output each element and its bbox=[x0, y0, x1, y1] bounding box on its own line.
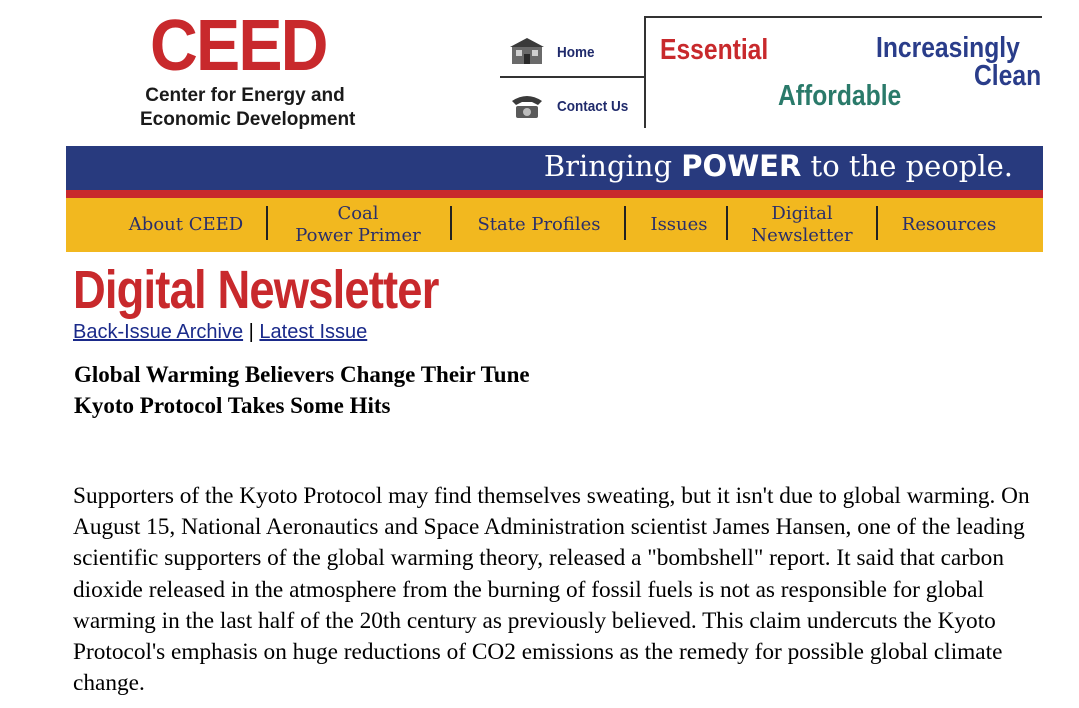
banner-post: to the people. bbox=[801, 149, 1013, 183]
link-separator: | bbox=[248, 321, 254, 343]
tagline-essential: Essential bbox=[660, 34, 769, 66]
home-label[interactable]: Home bbox=[557, 44, 595, 61]
logo-subtitle-line2: Economic Development bbox=[140, 109, 356, 130]
banner-power: POWER bbox=[681, 149, 802, 183]
contact-link[interactable] bbox=[500, 86, 645, 126]
red-stripe bbox=[66, 190, 1043, 198]
logo-subtitle-line1: Center for Energy and bbox=[145, 85, 345, 106]
nav-resources[interactable] bbox=[886, 198, 1012, 252]
nav-newsletter-label-line1[interactable]: Digital bbox=[771, 203, 833, 224]
nav-state-profiles[interactable] bbox=[460, 198, 618, 252]
latest-issue-link[interactable]: Latest Issue bbox=[259, 321, 368, 343]
nav-divider bbox=[726, 206, 728, 240]
nav-resources-label[interactable]: Resources bbox=[901, 214, 997, 235]
tagline-affordable: Affordable bbox=[778, 80, 902, 112]
page-title: Digital Newsletter bbox=[73, 260, 439, 320]
nav-coal-power-primer[interactable] bbox=[276, 198, 440, 252]
nav-about-ceed-label[interactable]: About CEED bbox=[128, 214, 244, 235]
nav-divider bbox=[624, 206, 626, 240]
tagline-box bbox=[644, 16, 1042, 128]
issue-links bbox=[73, 321, 367, 344]
nav-about-ceed[interactable] bbox=[112, 198, 260, 252]
nav-coal-label-line2[interactable]: Power Primer bbox=[295, 225, 421, 246]
article-subheadline: Kyoto Protocol Takes Some Hits bbox=[74, 393, 391, 418]
banner-text bbox=[544, 149, 1013, 183]
home-link[interactable] bbox=[500, 32, 645, 78]
power-banner bbox=[66, 146, 1043, 190]
tagline-increasingly: Increasingly bbox=[876, 32, 1020, 64]
tagline-clean: Clean bbox=[974, 60, 1042, 92]
house-icon bbox=[508, 36, 546, 66]
nav-divider bbox=[266, 206, 268, 240]
nav-issues[interactable] bbox=[634, 198, 724, 252]
banner-pre: Bringing bbox=[543, 149, 682, 183]
nav-coal-label-line1[interactable]: Coal bbox=[337, 203, 379, 224]
nav-divider bbox=[876, 206, 878, 240]
nav-issues-label[interactable]: Issues bbox=[650, 214, 708, 235]
nav-newsletter-label-line2[interactable]: Newsletter bbox=[751, 225, 853, 246]
telephone-icon bbox=[508, 91, 546, 121]
back-issue-archive-link[interactable]: Back-Issue Archive bbox=[73, 321, 244, 343]
ceed-logo[interactable]: CEED bbox=[150, 6, 327, 86]
article-body: Supporters of the Kyoto Protocol may find themselves sweating, but it isn't due to global warming. On August 15, National Aeronautics and Space Administration scientist James Hansen, one of the leading scientific supporters of the global warming theory, released a "bombshell" report. It said that carbon dioxide released in the atmosphere from the burning of fossil fuels is not as responsible for global warming in the last half of the 20th century as previously believed. This claim undercuts the Kyoto Protocol's emphasis on huge reductions of CO2 emissions as the remedy for possible global climate change. bbox=[73, 483, 1030, 697]
nav-digital-newsletter[interactable] bbox=[736, 198, 868, 252]
contact-label[interactable]: Contact Us bbox=[557, 98, 629, 115]
logo-subtitle bbox=[140, 84, 356, 132]
article-headline: Global Warming Believers Change Their Tune bbox=[74, 362, 530, 387]
nav-state-profiles-label[interactable]: State Profiles bbox=[477, 214, 601, 235]
main-nav bbox=[66, 198, 1043, 252]
nav-divider bbox=[450, 206, 452, 240]
